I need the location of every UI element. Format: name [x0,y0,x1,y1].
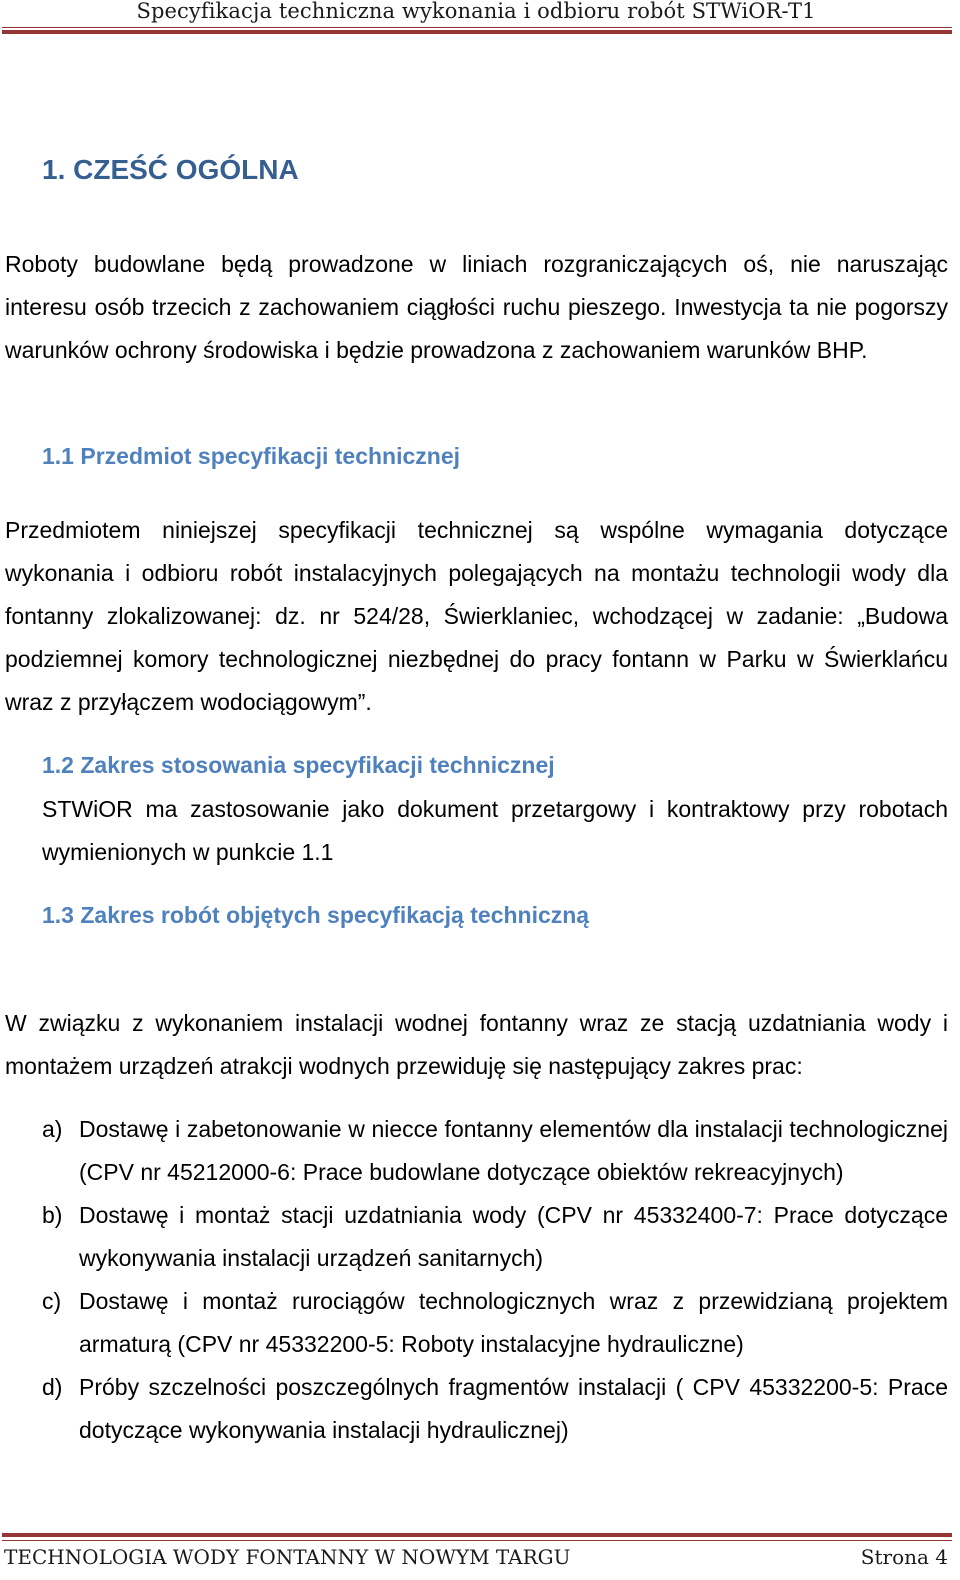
page-number: Strona 4 [860,1545,948,1569]
list-item [42,1280,948,1366]
list-item [42,1194,948,1280]
footer-rule-thick [2,1533,952,1537]
section-1-heading: 1. CZEŚĆ OGÓLNA [42,154,299,185]
list-marker: b) [42,1202,63,1228]
section-1-2-heading: 1.2 Zakres stosowania specyfikacji technicznej [42,752,555,778]
list-item-text: Próby szczelności poszczególnych fragmentów instalacji ( CPV 45332200-5: Prace dotyczące wykonywania instalacji hydraulicznej) [79,1374,948,1443]
scope-list [42,1108,948,1452]
footer-title: TECHNOLOGIA WODY FONTANNY W NOWYM TARGU [4,1545,571,1569]
page-header [0,0,960,38]
list-item [42,1366,948,1452]
list-item-text: Dostawę i montaż stacji uzdatniania wody (CPV nr 45332400-7: Prace dotyczące wykonywania instalacji urządzeń sanitarnych) [79,1202,948,1271]
footer-rule-thin [2,1540,952,1541]
section-1-2-text: STWiOR ma zastosowanie jako dokument przetargowy i kontraktowy przy robotach wymienionych w punkcie 1.1 [42,796,948,865]
list-marker: c) [42,1288,62,1314]
section-1-3-intro: W związku z wykonaniem instalacji wodnej fontanny wraz ze stacją uzdatniania wody i montażem urządzeń atrakcji wodnych przewiduję się następujący zakres prac: [5,1010,948,1079]
header-rule-thin [2,27,952,28]
section-1-3-heading: 1.3 Zakres robót objętych specyfikacją techniczną [42,902,590,928]
list-item-text: Dostawę i zabetonowanie w niecce fontanny elementów dla instalacji technologicznej (CPV nr 45212000-6: Prace budowlane dotyczące obiektów rekreacyjnych) [79,1116,948,1185]
header-title: Specyfikacja techniczna wykonania i odbioru robót STWiOR-T1 [136,0,816,23]
section-1-intro: Roboty budowlane będą prowadzone w liniach rozgraniczających oś, nie naruszając interesu osób trzecich z zachowaniem ciągłości ruchu pieszego. Inwestycja ta nie pogorszy warunków ochrony środowiska i będzie prowadzona z zachowaniem warunków BHP. [5,251,948,363]
section-1-1-text: Przedmiotem niniejszej specyfikacji technicznej są wspólne wymagania dotyczące wykonania i odbioru robót instalacyjnych polegających na montażu technologii wody dla fontanny zlokalizowanej: dz. nr 524/28, Świerklaniec, wchodzącej w zadanie: „Budowa podziemnej komory technologicznej niezbędnej do pracy fontann w Parku w Świerklańcu wraz z przyłączem wodociągowym”. [5,517,948,715]
list-marker: a) [42,1116,63,1142]
header-rule-thick [2,30,952,34]
list-marker: d) [42,1374,63,1400]
list-item-text: Dostawę i montaż rurociągów technologicznych wraz z przewidzianą projektem armaturą (CPV nr 45332200-5: Roboty instalacyjne hydrauliczne) [79,1288,948,1357]
list-item [42,1108,948,1194]
section-1-1-heading: 1.1 Przedmiot specyfikacji technicznej [42,443,460,469]
